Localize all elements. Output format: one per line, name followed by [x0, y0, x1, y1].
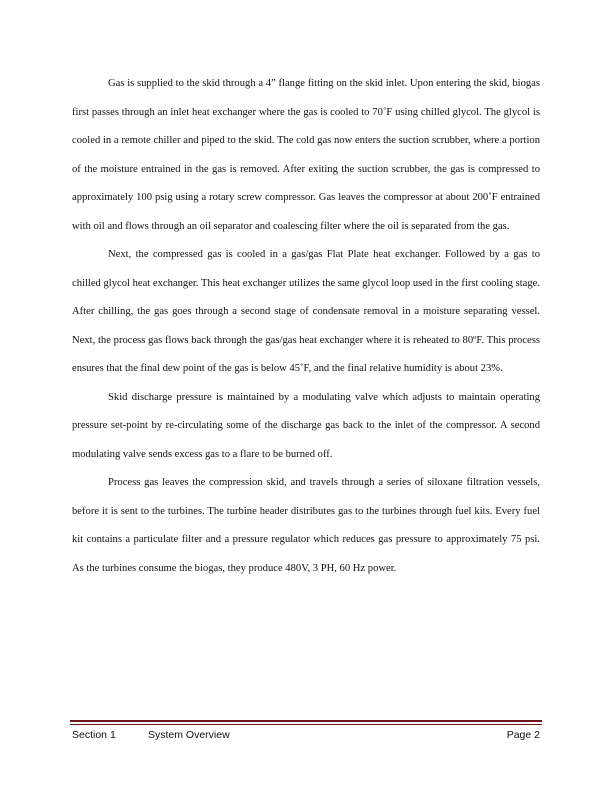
paragraph-process-gas-turbines: Process gas leaves the compression skid, and travels through a series of siloxane filtration vessels, before it is sent to the turbines. The turbine header distributes gas to the turbines through fuel kits. Every fuel kit contains a particulate filter and a pressure regulator which reduces gas pressure to approximately 75 psi. As the turbines consume the biogas, they produce 480V, 3 PH, 60 Hz power.	[72, 477, 540, 574]
page-footer	[72, 729, 540, 745]
footer-rule-thin	[70, 724, 542, 725]
paragraph-gas-supply: Gas is supplied to the skid through a 4” flange fitting on the skid inlet. Upon entering the skid, biogas first passes through an inlet heat exchanger where the gas is cooled to 70˚F using chilled glycol. The glycol is cooled in a remote chiller and piped to the skid. The cold gas now enters the suction scrubber, where a portion of the moisture entrained in the gas is removed. After exiting the suction scrubber, the gas is compressed to approximately 100 psig using a rotary screw compressor. Gas leaves the compressor at about 200˚F entrained with oil and flows through an oil separator and coalescing filter where the oil is separated from the gas.	[72, 78, 540, 232]
footer-rule-thick	[70, 720, 542, 722]
paragraph-discharge-pressure: Skid discharge pressure is maintained by a modulating valve which adjusts to maintain operating pressure set-point by re-circulating some of the discharge gas back to the inlet of the compressor. A second modulating valve sends excess gas to a flare to be burned off.	[72, 391, 540, 460]
paragraph-compressed-gas-cooling: Next, the compressed gas is cooled in a gas/gas Flat Plate heat exchanger. Followed by a gas to chilled glycol heat exchanger. This heat exchanger utilizes the same glycol loop used in the first cooling stage. After chilling, the gas goes through a second stage of condensate removal in a moisture separating vessel. Next, the process gas flows back through the gas/gas heat exchanger where it is reheated to 80ºF. This process ensures that the final dew point of the gas is below 45˚F, and the final relative humidity is about 23%.	[72, 249, 540, 374]
footer-title: System Overview	[148, 729, 230, 741]
footer-section: Section 1	[72, 729, 116, 741]
body-text	[72, 70, 540, 583]
footer-page-number: Page 2	[506, 729, 540, 741]
